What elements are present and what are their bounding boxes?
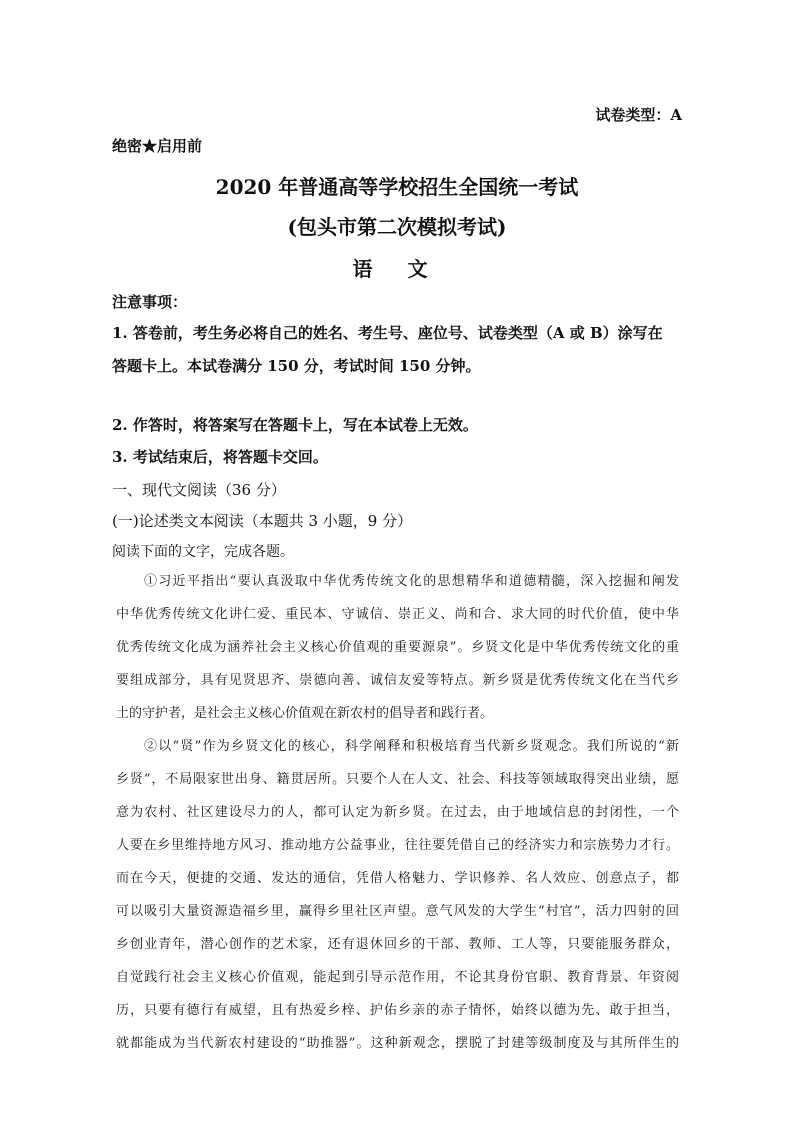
passage-line: 自觉践行社会主义核心价值观，能起到引导示范作用，不论其身份官职、教育背景、年资阅 [116,970,679,985]
exam-subtitle: (包头市第二次模拟考试) [287,215,507,239]
passage-line: ①习近平指出“要认真汲取中华优秀传统文化的思想精华和道德精髓，深入挖掘和阐发 [144,574,679,589]
notice-item-1-line-1: 1. 答卷前，考生务必将自己的姓名、考生号、座位号、试卷类型（A 或 B）涂写在 [112,324,663,342]
passage-line: 优秀传统文化成为涵养社会主义核心价值观的重要源泉”。乡贤文化是中华优秀传统文化的重 [116,640,679,655]
secret-mark: 绝密★启用前 [112,137,203,155]
passage-line: 土的守护者，是社会主义核心价值观在新农村的倡导者和践行者。 [116,706,494,721]
passage-line: 历，只要有德行有威望，且有热爱乡梓、护佑乡亲的赤子情怀，始终以德为先、敢于担当， [116,1003,679,1018]
subject-title: 语 文 [352,257,442,281]
passage-line: 意为农村、社区建设尽力的人，都可认定为新乡贤。在过去，由于地域信息的封闭性，一个 [116,805,679,820]
passage-line: 就都能成为当代新农村建设的“助推器”。这种新观念，摆脱了封建等级制度及与其所伴生的 [116,1036,679,1051]
passage-line: 人要在乡里维持地方风习、推动地方公益事业，往往要凭借自己的经济实力和宗族势力才行。 [116,838,679,853]
exam-title: 2020 年普通高等学校招生全国统一考试 [215,175,579,199]
passage-line: 乡创业青年，潜心创作的艺术家，还有退休回乡的干部、教师、工人等，只要能服务群众， [116,937,679,952]
notice-item-1-line-2: 答题卡上。本试卷满分 150 分，考试时间 150 分钟。 [112,357,481,375]
passage-line: 而在今天，便捷的交通、发达的通信，凭借人格魅力、学识修养、名人效应、创意点子，都 [116,871,679,886]
passage-line: 中华优秀传统文化讲仁爱、重民本、守诚信、崇正义、尚和合、求大同的时代价值，使中华 [116,607,679,622]
notice-item-2: 2. 作答时，将答案写在答题卡上，写在本试卷上无效。 [112,416,478,434]
passage-line: ②以“贤”作为乡贤文化的核心，科学阐释和积极培育当代新乡贤观念。我们所说的“新 [144,739,679,754]
notice-heading: 注意事项： [112,293,188,311]
passage-line: 可以吸引大量资源造福乡里，赢得乡里社区声望。意气风发的大学生“村官”，活力四射的回 [116,904,679,919]
paper-type-label: 试卷类型：A [595,106,682,124]
section-heading: 一、现代文阅读（36 分） [112,481,286,499]
passage-line: 要组成部分，具有见贤思齐、崇德向善、诚信友爱等特点。新乡贤是优秀传统文化在当代乡 [116,673,679,688]
subsection-heading: (一)论述类文本阅读（本题共 3 小题，9 分） [112,512,413,530]
passage-line: 乡贤”，不局限家世出身、籍贯居所。只要个人在人文、社会、科技等领域取得突出业绩，愿 [116,772,679,787]
reading-instruction: 阅读下面的文字，完成各题。 [112,544,294,560]
notice-item-3: 3. 考试结束后，将答题卡交回。 [112,448,328,466]
